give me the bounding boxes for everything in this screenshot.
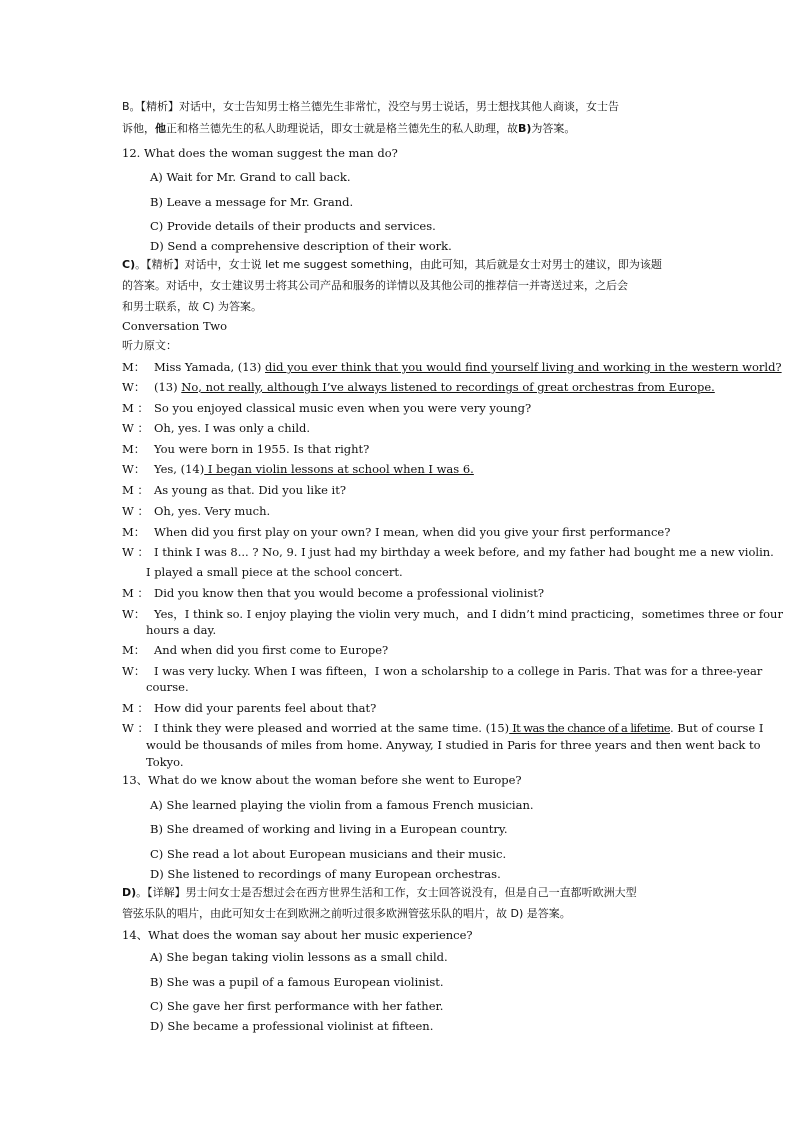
q12-answer: C) — [122, 258, 136, 271]
transcript-line — [146, 623, 216, 637]
q13-analysis-line2: 管弦乐队的唱片，由此可知女士在到欧洲之前听过很多欧洲管弦乐队的唱片，故 D) 是答案。 — [122, 907, 571, 920]
speaker-label: M ： — [122, 401, 149, 415]
speaker-label: W： — [122, 664, 146, 678]
transcript-label: 听力原文： — [122, 339, 177, 352]
analysis-b-text-a: 诉他， — [122, 122, 155, 135]
q12-option-c: C) Provide details of their products and services. — [150, 219, 436, 233]
transcript-line — [122, 545, 774, 559]
question-14: 14、What does the woman say about her music experience? — [122, 928, 473, 942]
transcript-line — [122, 360, 782, 374]
speaker-label: M： — [122, 360, 146, 374]
analysis-b-text-c: 为答案。 — [531, 122, 576, 135]
speaker-label: M： — [122, 442, 146, 456]
analysis-b-line1: B。【精析】对话中，女士告知男士格兰德先生非常忙，没空与男士说话，男士想找其他人商谈，女士告 — [122, 100, 620, 113]
transcript-line — [146, 755, 184, 769]
transcript-line — [122, 721, 763, 735]
transcript-text: And when did you first come to Europe? — [154, 643, 389, 657]
transcript-line — [122, 442, 369, 456]
transcript-line — [122, 643, 388, 657]
q14-option-a: A) She began taking violin lessons as a small child. — [150, 950, 448, 964]
transcript-line — [146, 565, 403, 579]
transcript-text: Miss Yamada, (13) — [154, 360, 266, 374]
transcript-line — [122, 525, 670, 539]
transcript-text: I think I was 8... ? No, 9. I just had my birthday a week before, and my father had bought me a new violin. — [154, 545, 774, 559]
transcript-line — [146, 738, 761, 752]
transcript-line — [122, 421, 310, 435]
transcript-text: Oh, yes. I was only a child. — [154, 421, 311, 435]
q12-analysis-text1: 。【精析】对话中，女士说 let me suggest something，由此可知，其后就是女士对男士的建议，即为该题 — [135, 258, 662, 271]
analysis-b-bold: 他 — [155, 122, 166, 135]
transcript-text-tail: . But of course I — [669, 721, 764, 735]
analysis-b-text-b: 正和格兰德先生的私人助理说话，即女士就是格兰德先生的私人助理，故 — [166, 122, 518, 135]
transcript-line — [146, 680, 189, 694]
underlined-answer-text: It was the chance of a lifetime — [509, 721, 670, 735]
transcript-text: hours a day. — [146, 623, 217, 637]
speaker-label: M： — [122, 643, 146, 657]
q13-option-c: C) She read a lot about European musicians and their music. — [150, 847, 507, 861]
speaker-label: W： — [122, 380, 146, 394]
transcript-text: Did you know then that you would become a professional violinist? — [154, 586, 545, 600]
transcript-line — [122, 380, 715, 394]
transcript-text: (13) — [154, 380, 182, 394]
transcript-text: Yes, (14) — [154, 462, 205, 476]
transcript-text: course. — [146, 680, 189, 694]
speaker-label: M： — [122, 525, 146, 539]
transcript-line — [122, 664, 762, 678]
q12-analysis-line3: 和男士联系，故 C) 为答案。 — [122, 300, 262, 313]
q13-answer: D) — [122, 886, 137, 899]
transcript-text: So you enjoyed classical music even when you were very young? — [154, 401, 532, 415]
transcript-line — [122, 401, 531, 415]
transcript-text: would be thousands of miles from home. Anyway, I studied in Paris for three years and then went back to — [146, 738, 761, 752]
q13-option-d: D) She listened to recordings of many European orchestras. — [150, 867, 501, 881]
transcript-text: Yes，I think so. I enjoy playing the violin very much，and I didn’t mind practicing，sometimes three or four — [154, 607, 783, 621]
q12-option-a: A) Wait for Mr. Grand to call back. — [150, 170, 351, 184]
speaker-label: M ： — [122, 483, 149, 497]
q12-analysis-line1 — [122, 258, 662, 272]
transcript-text: How did your parents feel about that? — [154, 701, 377, 715]
speaker-label: W： — [122, 607, 146, 621]
conversation-title: Conversation Two — [122, 319, 227, 333]
q12-option-d: D) Send a comprehensive description of their work. — [150, 239, 452, 253]
q14-option-c: C) She gave her first performance with her father. — [150, 999, 444, 1013]
transcript-text: As young as that. Did you like it? — [154, 483, 346, 497]
speaker-label: W ： — [122, 421, 149, 435]
question-13: 13、What do we know about the woman before she went to Europe? — [122, 773, 522, 787]
q13-analysis-text1: 。【详解】男士问女士是否想过会在西方世界生活和工作，女士回答说没有，但是自己一直都听欧洲大型 — [136, 886, 637, 899]
transcript-text: Tokyo. — [146, 755, 184, 769]
q14-option-b: B) She was a pupil of a famous European violinist. — [150, 975, 444, 989]
transcript-text: I played a small piece at the school concert. — [146, 565, 403, 579]
q13-option-b: B) She dreamed of working and living in a European country. — [150, 822, 508, 836]
q12-analysis-line2: 的答案。对话中，女士建议男士将其公司产品和服务的详情以及其他公司的推荐信一并寄送过来，之后会 — [122, 279, 628, 292]
transcript-text: I think they were pleased and worried at the same time. (15) — [154, 721, 510, 735]
transcript-line — [122, 607, 783, 621]
speaker-label: W ： — [122, 504, 149, 518]
underlined-answer-text: No, not really, although I’ve always listened to recordings of great orchestras from Europe. — [181, 380, 715, 394]
q13-option-a: A) She learned playing the violin from a famous French musician. — [150, 798, 534, 812]
transcript-text: You were born in 1955. Is that right? — [154, 442, 370, 456]
speaker-label: W ： — [122, 545, 149, 559]
transcript-line — [122, 504, 270, 518]
question-12: 12. What does the woman suggest the man do? — [122, 146, 398, 160]
underlined-answer-text: did you ever think that you would find yourself living and working in the western world? — [265, 360, 782, 374]
transcript-line — [122, 462, 474, 476]
speaker-label: W： — [122, 462, 146, 476]
transcript-text: When did you first play on your own? I mean, when did you give your first performance? — [154, 525, 671, 539]
speaker-label: M ： — [122, 586, 149, 600]
q14-option-d: D) She became a professional violinist at fifteen. — [150, 1019, 434, 1033]
transcript-line — [122, 483, 346, 497]
transcript-text: Oh, yes. Very much. — [154, 504, 271, 518]
transcript-text: I was very lucky. When I was fifteen，I won a scholarship to a college in Paris. That was for a three-year — [154, 664, 763, 678]
underlined-answer-text: I began violin lessons at school when I was 6. — [204, 462, 474, 476]
speaker-label: M ： — [122, 701, 149, 715]
transcript-line — [122, 701, 376, 715]
q13-analysis-line1 — [122, 886, 637, 900]
analysis-b-line2 — [122, 122, 575, 136]
transcript-line — [122, 586, 544, 600]
analysis-b-answer: B) — [518, 122, 532, 135]
q12-option-b: B) Leave a message for Mr. Grand. — [150, 195, 354, 209]
speaker-label: W ： — [122, 721, 149, 735]
